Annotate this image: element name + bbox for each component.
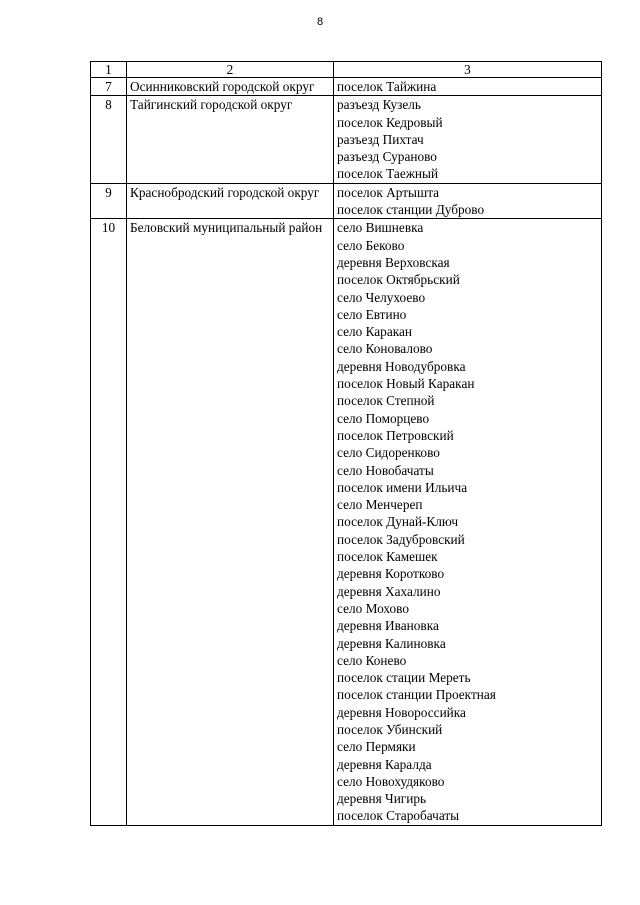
settlement-item: деревня Хахалино xyxy=(337,583,441,599)
settlement-item: поселок Кедровый xyxy=(337,114,443,130)
settlement-item: поселок Дунай-Ключ xyxy=(337,514,459,530)
municipality-name: Тайгинский городской округ xyxy=(127,96,334,183)
settlement-item: деревня Верховская xyxy=(337,254,450,270)
settlement-item: поселок Новый Каракан xyxy=(337,376,475,392)
settlements-list xyxy=(334,96,602,183)
settlement-item: разъезд Пихтач xyxy=(337,131,424,147)
settlement-item: село Менчереп xyxy=(337,497,423,513)
settlement-item: село Новобачаты xyxy=(337,462,434,478)
settlement-item: поселок Задубровский xyxy=(337,531,465,547)
settlement-item: поселок Тайжина xyxy=(337,79,437,94)
row-number: 7 xyxy=(91,78,127,96)
settlements-list xyxy=(334,78,602,96)
settlement-item: поселок Таежный xyxy=(337,166,439,182)
table-row xyxy=(91,78,602,96)
settlement-item: село Новохудяково xyxy=(337,773,445,789)
settlement-item: поселок стации Мереть xyxy=(337,670,471,686)
settlement-item: разъезд Кузель xyxy=(337,97,421,113)
column-header-number: 1 xyxy=(91,62,127,78)
municipality-name: Беловский муниципальный район xyxy=(127,219,334,825)
settlement-item: поселок Степной xyxy=(337,393,435,409)
settlement-item: разъезд Сураново xyxy=(337,149,437,165)
settlement-item: село Мохово xyxy=(337,600,410,616)
municipality-name: Краснобродский городской округ xyxy=(127,183,334,219)
settlement-item: деревня Калиновка xyxy=(337,635,446,651)
table-header-row xyxy=(91,62,602,78)
settlement-item: поселок Октябрьский xyxy=(337,272,460,288)
row-number: 9 xyxy=(91,183,127,219)
row-number: 10 xyxy=(91,219,127,825)
settlement-item: село Поморцево xyxy=(337,410,430,426)
settlements-list xyxy=(334,183,602,219)
settlement-item: деревня Коротково xyxy=(337,566,445,582)
settlement-item: поселок Убинский xyxy=(337,721,443,737)
settlement-item: поселок Камешек xyxy=(337,549,438,565)
settlement-item: село Сидоренково xyxy=(337,445,440,461)
page-number: 8 xyxy=(316,16,324,28)
settlement-item: село Пермяки xyxy=(337,739,416,755)
settlement-item: поселок имени Ильича xyxy=(337,479,468,495)
column-header-settlements: 3 xyxy=(334,62,602,78)
settlement-item: поселок станции Проектная xyxy=(337,687,496,703)
table-row xyxy=(91,183,602,219)
settlement-item: поселок Старобачаты xyxy=(337,808,460,824)
column-header-municipality: 2 xyxy=(127,62,334,78)
settlement-item: село Евтино xyxy=(337,306,407,322)
row-number: 8 xyxy=(91,96,127,183)
table-row xyxy=(91,96,602,183)
settlement-item: поселок Артышта xyxy=(337,184,440,200)
settlement-item: поселок станции Дуброво xyxy=(337,202,485,218)
settlement-item: поселок Петровский xyxy=(337,427,454,443)
table-row xyxy=(91,219,602,825)
settlement-item: деревня Каралда xyxy=(337,756,432,772)
settlement-item: село Челухоево xyxy=(337,289,426,305)
settlements-list xyxy=(334,219,602,825)
settlement-item: деревня Чигирь xyxy=(337,791,427,807)
settlement-item: село Коновалово xyxy=(337,341,433,357)
settlement-item: деревня Ивановка xyxy=(337,618,439,634)
municipality-name: Осинниковский городской округ xyxy=(127,78,334,96)
settlement-item: деревня Новодубровка xyxy=(337,358,466,374)
settlement-item: деревня Новороссийка xyxy=(337,704,466,720)
settlement-item: село Каракан xyxy=(337,324,412,340)
settlements-table xyxy=(90,61,602,826)
settlement-item: село Беково xyxy=(337,237,405,253)
settlement-item: село Конево xyxy=(337,652,407,668)
settlement-item: село Вишневка xyxy=(337,220,424,236)
